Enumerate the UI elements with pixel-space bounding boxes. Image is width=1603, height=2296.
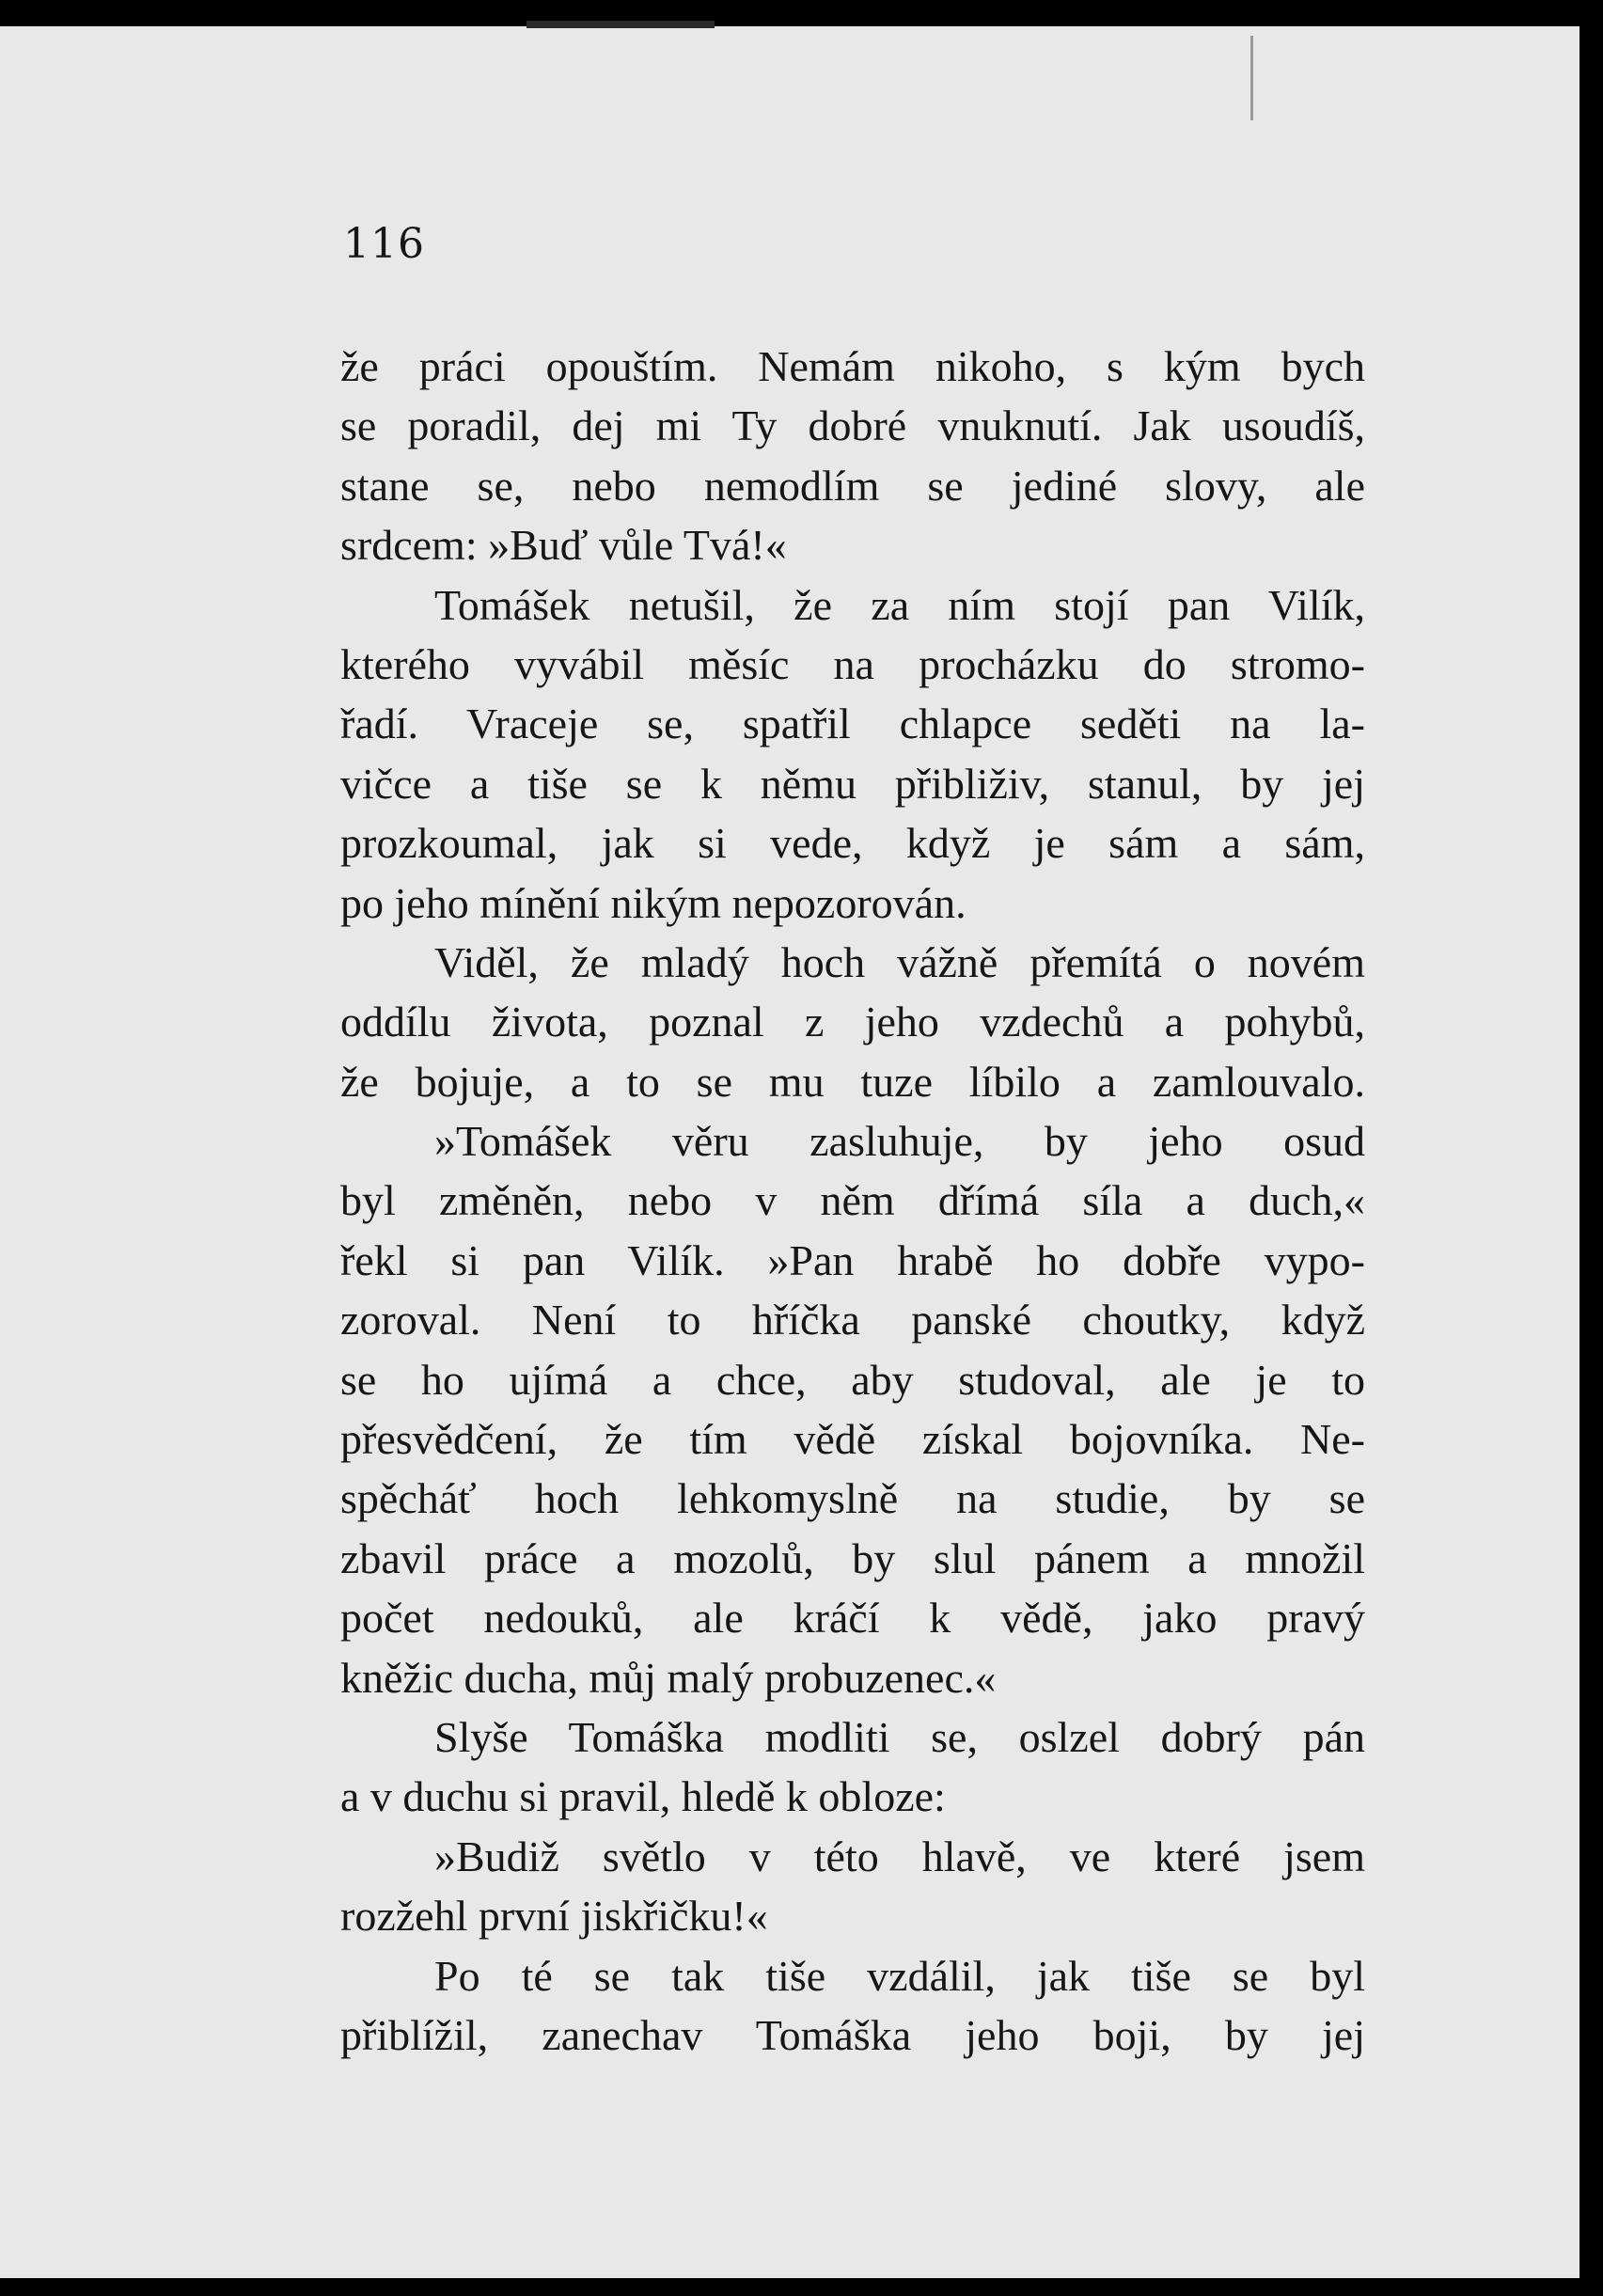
body-text: [340, 337, 1365, 2065]
text-line: kterého vyvábil měsíc na procházku do stromo-: [340, 639, 1365, 688]
text-line: kněžic ducha, můj malý probuzenec.«: [340, 1653, 997, 1702]
text-line: oddílu života, poznal z jeho vzdechů a pohybů,: [340, 998, 1365, 1046]
text-line: vičce a tiše se k němu přibliživ, stanul, by jej: [340, 759, 1365, 808]
text-line: řadí. Vraceje se, spatřil chlapce seděti na la-: [340, 700, 1365, 748]
text-line: se poradil, dej mi Ty dobré vnuknutí. Jak usoudíš,: [340, 401, 1365, 450]
text-line: prozkoumal, jak si vede, když je sám a sám,: [340, 819, 1365, 868]
text-line: stane se, nebo nemodlím se jediné slovy, ale: [340, 461, 1365, 510]
right-scan-artifact: [1250, 36, 1253, 120]
text-line: a v duchu si pravil, hledě k obloze:: [340, 1772, 946, 1821]
text-line: Po té se tak tiše vzdálil, jak tiše se byl: [434, 1951, 1365, 2000]
top-scan-artifact: [526, 21, 715, 28]
text-line: srdcem: »Buď vůle Tvá!«: [340, 521, 787, 570]
text-line: Viděl, že mladý hoch vážně přemítá o novém: [434, 937, 1365, 986]
text-line: počet nedouků, ale kráčí k vědě, jako pravý: [340, 1594, 1365, 1643]
text-line: byl změněn, nebo v něm dřímá síla a duch,«: [340, 1176, 1365, 1225]
book-page: [0, 26, 1579, 2278]
page-number: 116: [343, 220, 425, 268]
text-line: po jeho mínění nikým nepozorován.: [340, 878, 967, 927]
text-line: rozžehl první jiskřičku!«: [340, 1892, 768, 1941]
text-line: zoroval. Není to hříčka panské choutky, když: [340, 1296, 1365, 1345]
text-line: Tomášek netušil, že za ním stojí pan Vilík,: [434, 580, 1365, 629]
text-line: že bojuje, a to se mu tuze líbilo a zamlouvalo.: [340, 1057, 1365, 1106]
text-line: zbavil práce a mozolů, by slul pánem a množil: [340, 1533, 1365, 1582]
text-line: se ho ujímá a chce, aby studoval, ale je to: [340, 1355, 1365, 1404]
text-line: že práci opouštím. Nemám nikoho, s kým bych: [340, 342, 1365, 390]
text-line: přesvědčení, že tím vědě získal bojovníka. Ne-: [340, 1415, 1365, 1464]
text-line: spěcháť hoch lehkomyslně na studie, by se: [340, 1474, 1365, 1523]
text-line: »Budiž světlo v této hlavě, ve které jsem: [434, 1832, 1365, 1880]
text-line: přiblížil, zanechav Tomáška jeho boji, by jej: [340, 2010, 1365, 2059]
text-line: Slyše Tomáška modliti se, oslzel dobrý pán: [434, 1712, 1365, 1761]
text-line: »Tomášek věru zasluhuje, by jeho osud: [434, 1117, 1365, 1166]
text-line: řekl si pan Vilík. »Pan hrabě ho dobře vypo-: [340, 1235, 1365, 1284]
